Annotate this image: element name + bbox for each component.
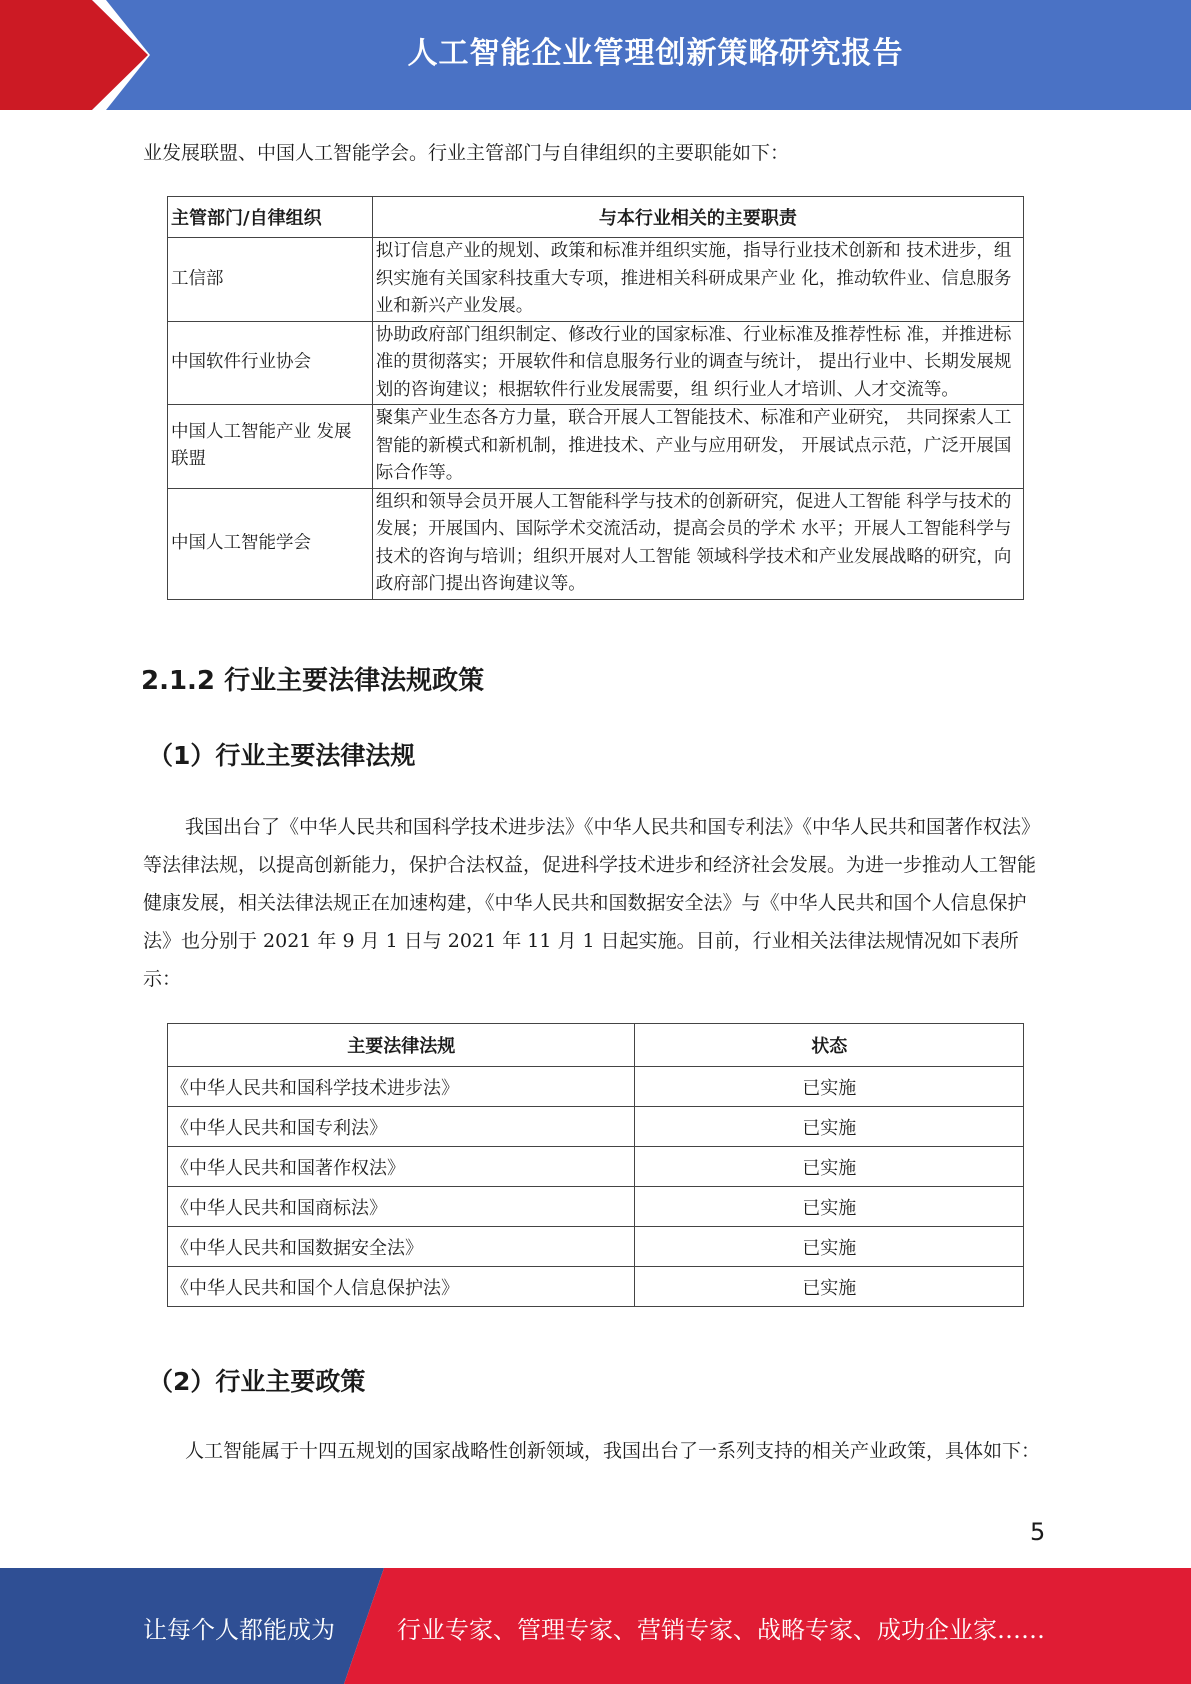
- org-cell: 中国人工智能学会: [168, 488, 373, 599]
- status-cell: 已实施: [635, 1067, 1024, 1107]
- org-cell: 中国软件行业协会: [168, 321, 373, 405]
- status-cell: 已实施: [635, 1147, 1024, 1187]
- page-header: [0, 0, 1191, 110]
- table-row: [168, 238, 1024, 322]
- header-title: 人工智能企业管理创新策略研究报告: [407, 36, 904, 71]
- sub2-heading: （2）行业主要政策: [148, 1367, 366, 1396]
- table-row: [168, 1067, 1024, 1107]
- page-footer: [0, 1568, 1191, 1684]
- law-table-header: [168, 1024, 1024, 1067]
- duty-cell: 拟订信息产业的规划、政策和标准并组织实施，指导行业技术创新和 技术进步，组织实施有关国家科技重大专项，推进相关科研成果产业 化，推动软件业、信息服务业和新兴产业发展。: [372, 238, 1023, 322]
- status-cell: 已实施: [635, 1267, 1024, 1307]
- law-cell: 《中华人民共和国商标法》: [168, 1187, 635, 1227]
- law-cell: 《中华人民共和国个人信息保护法》: [168, 1267, 635, 1307]
- law-table-header-law: 主要法律法规: [168, 1024, 635, 1067]
- footer-slogan-right: 行业专家、管理专家、营销专家、战略专家、成功企业家……: [397, 1616, 1045, 1644]
- status-cell: 已实施: [635, 1187, 1024, 1227]
- table-row: [168, 488, 1024, 599]
- table-row: [168, 1267, 1024, 1307]
- law-cell: 《中华人民共和国专利法》: [168, 1107, 635, 1147]
- table-row: [168, 1107, 1024, 1147]
- law-cell: 《中华人民共和国数据安全法》: [168, 1227, 635, 1267]
- status-cell: 已实施: [635, 1227, 1024, 1267]
- org-cell: 中国人工智能产业 发展联盟: [168, 405, 373, 489]
- org-table-header-duty: 与本行业相关的主要职责: [372, 197, 1023, 238]
- policy-paragraph: 人工智能属于十四五规划的国家战略性创新领域，我国出台了一系列支持的相关产业政策，具体如下：: [185, 1440, 1041, 1462]
- page-number: 5: [1030, 1518, 1046, 1546]
- section-heading: 2.1.2 行业主要法律法规政策: [141, 666, 485, 696]
- org-table-header-org: 主管部门/自律组织: [168, 197, 373, 238]
- table-row: [168, 1227, 1024, 1267]
- table-row: [168, 321, 1024, 405]
- table-row: [168, 1147, 1024, 1187]
- table-row: [168, 405, 1024, 489]
- laws-paragraph: 我国出台了《中华人民共和国科学技术进步法》《中华人民共和国专利法》《中华人民共和国著作权法》等法律法规，以提高创新能力，保护合法权益，促进科学技术进步和经济社会发展。为进一步推动人工智能健康发展，相关法律法规正在加速构建，《中华人民共和国数据安全法》与《中华人民共和国个人信息保护法》也分别于 2021 年 9 月 1 日与 2021 年 11 月 1 日起实施。目前，行业相关法律法规情况如下表所示：: [143, 816, 1041, 990]
- duty-cell: 聚集产业生态各方力量，联合开展人工智能技术、标准和产业研究， 共同探索人工智能的新模式和新机制，推进技术、产业与应用研发， 开展试点示范，广泛开展国际合作等。: [372, 405, 1023, 489]
- org-table: [167, 196, 1024, 600]
- table-row: [168, 1187, 1024, 1227]
- status-cell: 已实施: [635, 1107, 1024, 1147]
- intro-text: 业发展联盟、中国人工智能学会。行业主管部门与自律组织的主要职能如下：: [143, 142, 790, 164]
- footer-slogan-left: 让每个人都能成为: [143, 1616, 335, 1644]
- law-cell: 《中华人民共和国著作权法》: [168, 1147, 635, 1187]
- org-cell: 工信部: [168, 238, 373, 322]
- law-table-header-status: 状态: [635, 1024, 1024, 1067]
- sub1-heading: （1）行业主要法律法规: [148, 741, 416, 770]
- duty-cell: 组织和领导会员开展人工智能科学与技术的创新研究，促进人工智能 科学与技术的发展；开展国内、国际学术交流活动，提高会员的学术 水平；开展人工智能科学与技术的咨询与培训；组织开展对人工智能 领域科学技术和产业发展战略的研究，向政府部门提出咨询建议等。: [372, 488, 1023, 599]
- org-table-header: [168, 197, 1024, 238]
- law-table: [167, 1023, 1024, 1307]
- law-cell: 《中华人民共和国科学技术进步法》: [168, 1067, 635, 1107]
- duty-cell: 协助政府部门组织制定、修改行业的国家标准、行业标准及推荐性标 准，并推进标准的贯彻落实；开展软件和信息服务行业的调查与统计， 提出行业中、长期发展规划的咨询建议；根据软件行业发展需要，组 织行业人才培训、人才交流等。: [372, 321, 1023, 405]
